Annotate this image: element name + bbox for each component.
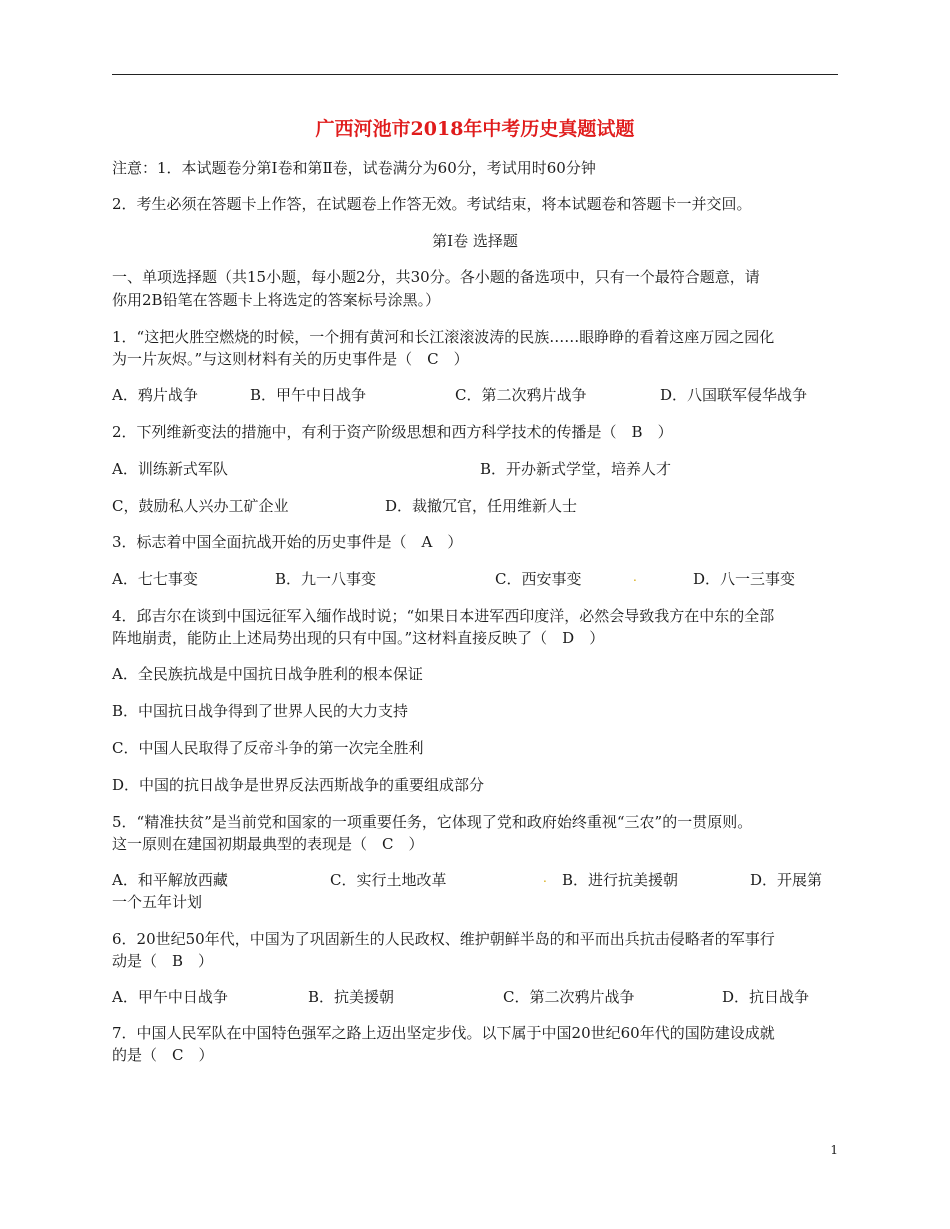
page-title: 广西河池市2018年中考历史真题试题 bbox=[315, 118, 635, 140]
question-4-option-b: B．中国抗日战争得到了世界人民的大力支持 bbox=[112, 702, 409, 720]
question-2-option-a: A．训练新式军队 bbox=[112, 460, 228, 478]
question-6-stem-line-2: 动是（ B ） bbox=[112, 952, 214, 970]
question-6-option-a: A．甲午中日战争 bbox=[112, 988, 228, 1006]
question-2-option-c: C，鼓励私人兴办工矿企业 bbox=[112, 497, 289, 515]
page-number: 1 bbox=[830, 1143, 838, 1157]
question-3-stem: 3．标志着中国全面抗战开始的历史事件是（ A ） bbox=[112, 533, 463, 551]
question-4-option-c: C．中国人民取得了反帝斗争的第一次完全胜利 bbox=[112, 739, 424, 757]
instructions-line-1: 一、单项选择题（共15小题，每小题2分，共30分。各小题的备选项中，只有一个最符合题意，请 bbox=[112, 268, 760, 286]
question-3-option-a: A．七七事变 bbox=[112, 570, 198, 588]
question-4-stem-line-1: 4．邱吉尔在谈到中国远征军入缅作战时说；“如果日本进军西印度洋，必然会导致我方在中东的全部 bbox=[112, 607, 775, 625]
question-2-stem: 2．下列维新变法的措施中，有利于资产阶级思想和西方科学技术的传播是（ B ） bbox=[112, 423, 673, 441]
question-7-stem-line-2: 的是（ C ） bbox=[112, 1046, 214, 1064]
note-line-2: 2．考生必须在答题卡上作答，在试题卷上作答无效。考试结束，将本试题卷和答题卡一并交回。 bbox=[112, 195, 752, 213]
question-5-option-a: A．和平解放西藏 bbox=[112, 871, 228, 889]
header-rule bbox=[112, 74, 838, 75]
question-1-stem-line-2: 为一片灰烬。”与这则材料有关的历史事件是（ C ） bbox=[112, 350, 469, 368]
question-4-stem-line-2: 阵地崩责，能防止上述局势出现的只有中国。”这材料直接反映了（ D ） bbox=[112, 629, 605, 647]
instructions-line-2: 你用2B铅笔在答题卡上将选定的答案标号涂黑。） bbox=[112, 291, 441, 309]
question-6-stem-line-1: 6．20世纪50年代，中国为了巩固新生的人民政权、维护朝鲜半岛的和平而出兵抗击侵略者的军事行 bbox=[112, 930, 775, 948]
question-5-stem-line-2: 这一原则在建国初期最典型的表现是（ C ） bbox=[112, 835, 424, 853]
question-5-option-c: C．实行土地改革 bbox=[330, 871, 447, 889]
stray-mark: . bbox=[633, 570, 637, 584]
question-5-stem-line-1: 5．“精准扶贫”是当前党和国家的一项重要任务，它体现了党和政府始终重视“三农”的一贯原则。 bbox=[112, 813, 753, 831]
question-2-option-d: D．裁撤冗官，任用维新人士 bbox=[385, 497, 578, 515]
stray-mark: . bbox=[543, 871, 547, 885]
question-7-stem-line-1: 7．中国人民军队在中国特色强军之路上迈出坚定步伐。以下属于中国20世纪60年代的国防建设成就 bbox=[112, 1024, 775, 1042]
question-6-option-c: C．第二次鸦片战争 bbox=[503, 988, 635, 1006]
question-3-option-b: B．九一八事变 bbox=[275, 570, 377, 588]
question-1-option-b: B．甲午中日战争 bbox=[250, 386, 367, 404]
question-5-option-d-continued: 一个五年计划 bbox=[112, 893, 203, 911]
question-5-option-b: B．进行抗美援朝 bbox=[562, 871, 679, 889]
question-3-option-c: C．西安事变 bbox=[495, 570, 582, 588]
question-6-option-b: B．抗美援朝 bbox=[308, 988, 395, 1006]
note-line-1: 注意：1．本试题卷分第Ⅰ卷和第Ⅱ卷，试卷满分为60分，考试用时60分钟 bbox=[112, 159, 596, 177]
question-6-option-d: D．抗日战争 bbox=[722, 988, 810, 1006]
question-5-option-d: D．开展第 bbox=[750, 871, 823, 889]
question-1-stem-line-1: 1．“这把火胜空燃烧的时候，一个拥有黄河和长江滚滚波涛的民族……眼睁睁的看着这座万园之园化 bbox=[112, 328, 775, 346]
question-4-option-a: A．全民族抗战是中国抗日战争胜利的根本保证 bbox=[112, 665, 423, 683]
question-1-option-a: A．鸦片战争 bbox=[112, 386, 198, 404]
question-1-option-d: D．八国联军侵华战争 bbox=[660, 386, 808, 404]
question-3-option-d: D．八一三事变 bbox=[693, 570, 796, 588]
question-2-option-b: B．开办新式学堂，培养人才 bbox=[480, 460, 672, 478]
question-4-option-d: D．中国的抗日战争是世界反法西斯战争的重要组成部分 bbox=[112, 776, 485, 794]
section-title: 第Ⅰ卷 选择题 bbox=[432, 232, 518, 250]
question-1-option-c: C．第二次鸦片战争 bbox=[455, 386, 587, 404]
